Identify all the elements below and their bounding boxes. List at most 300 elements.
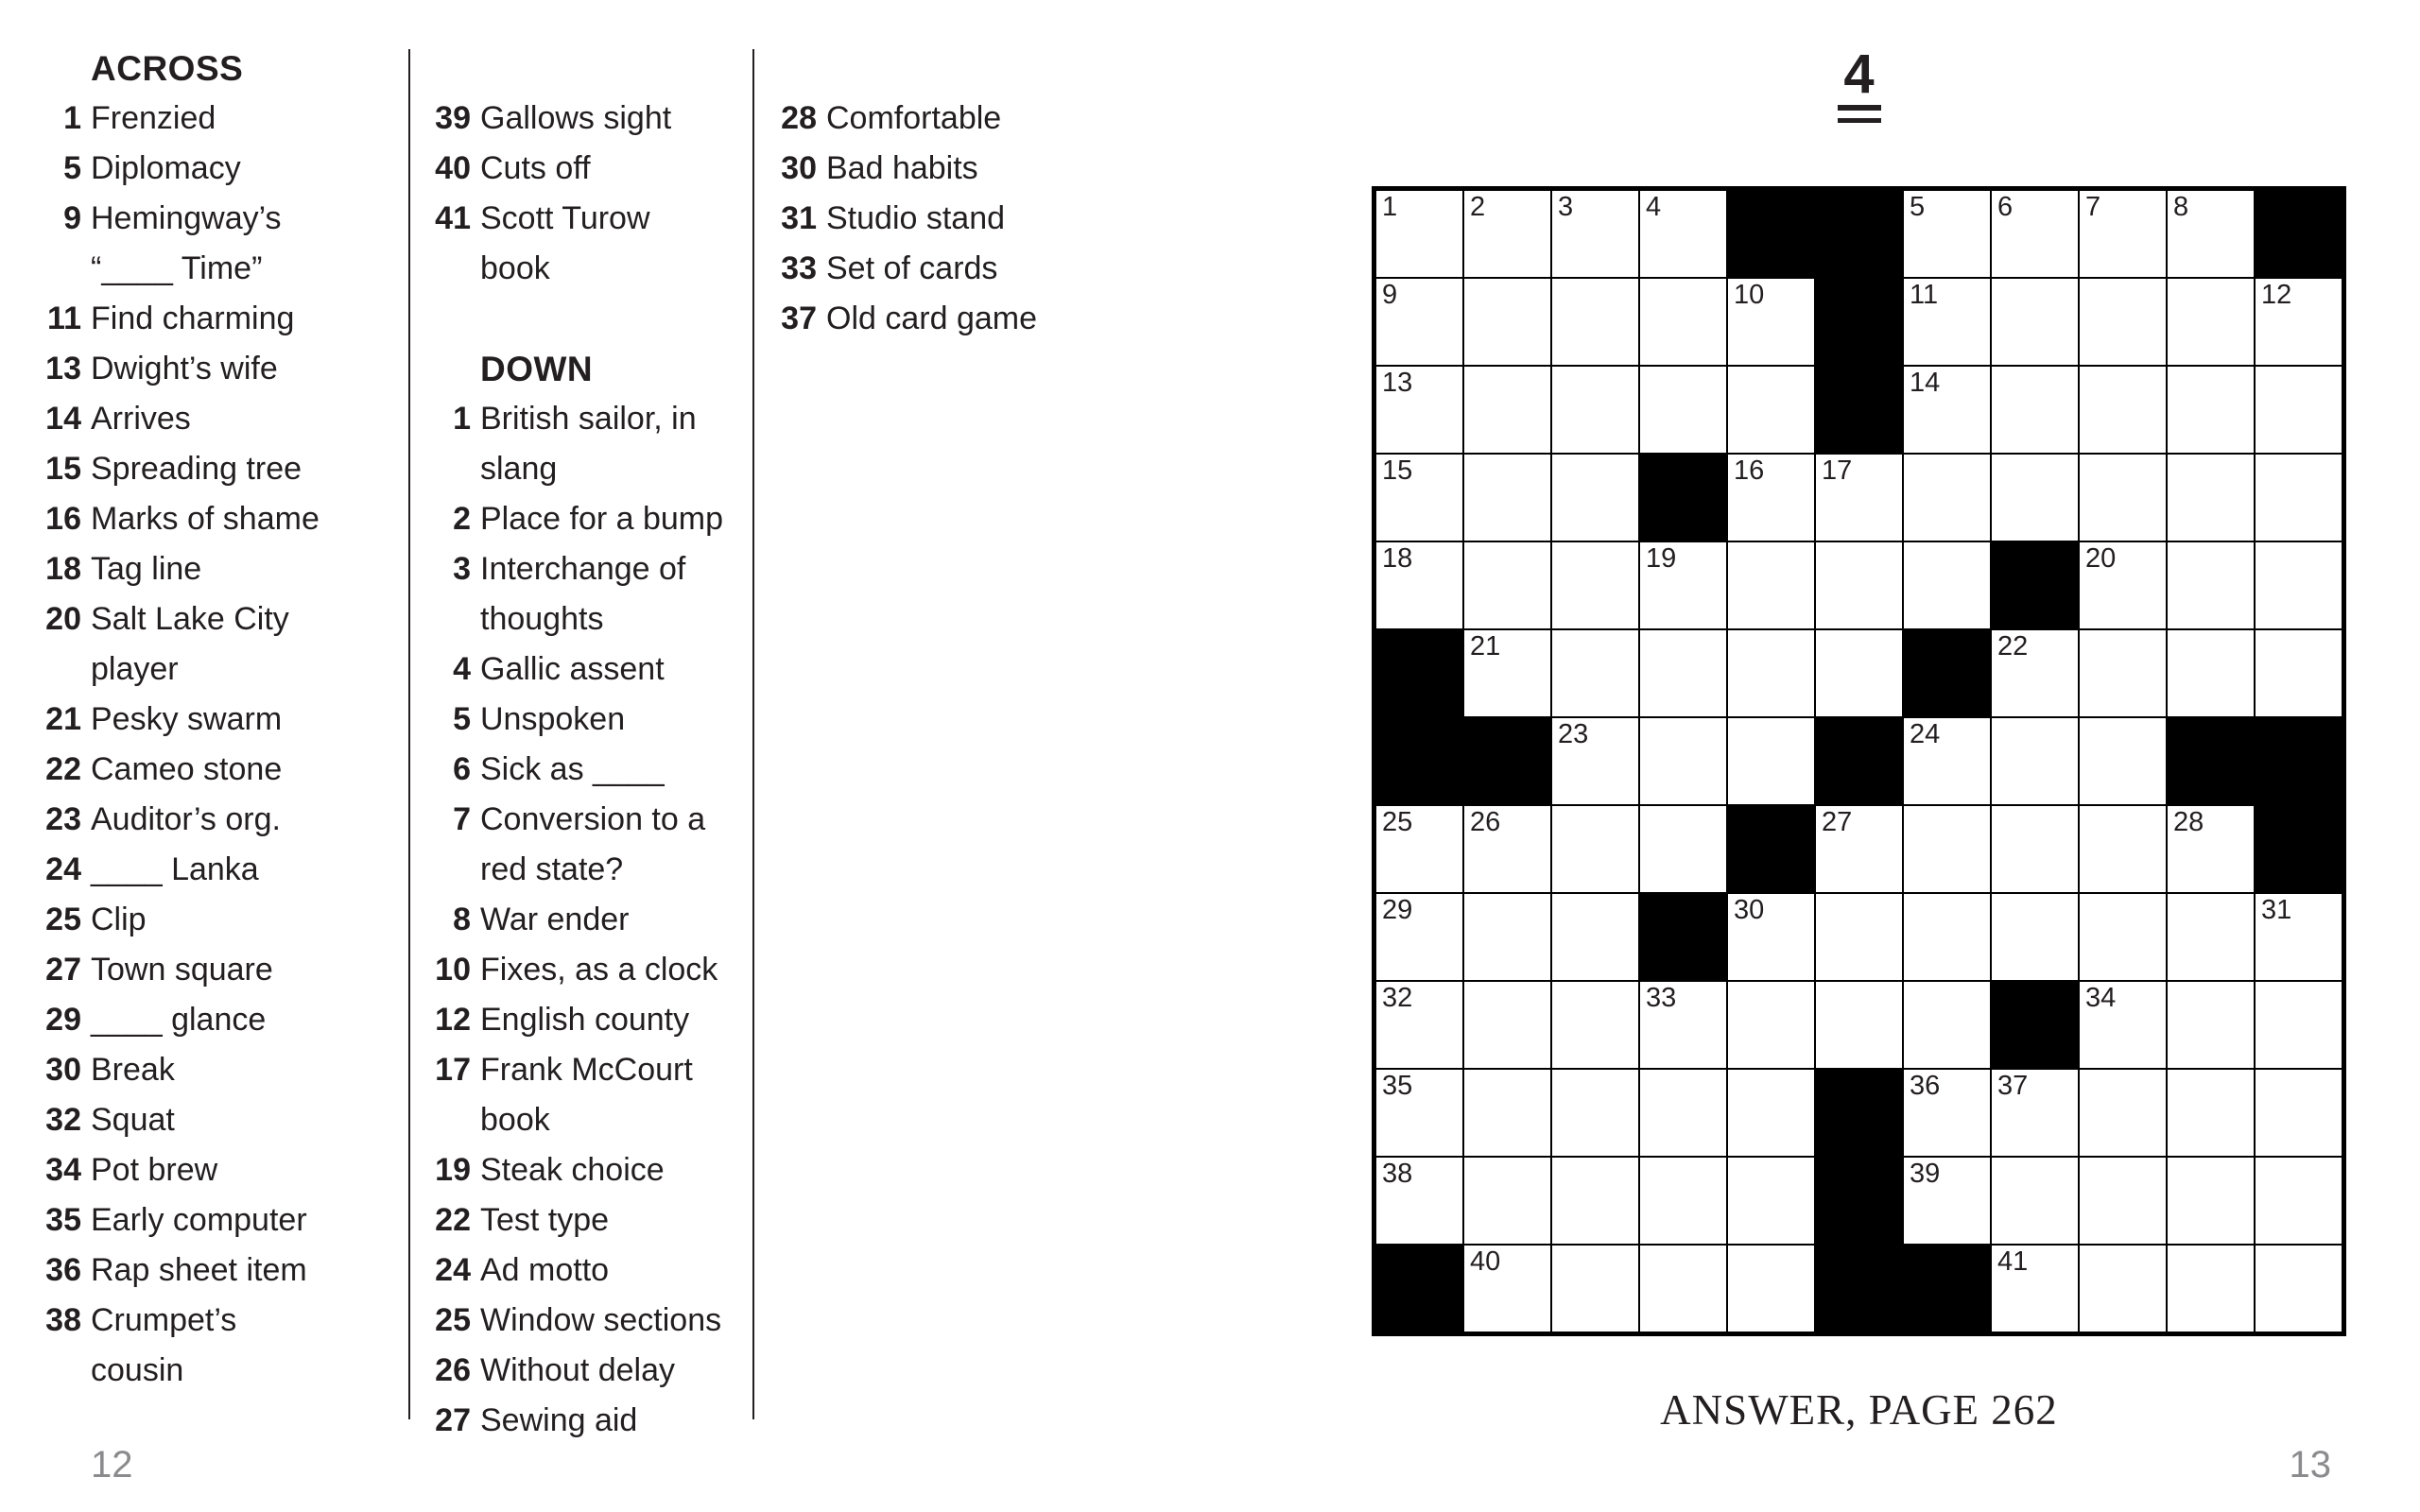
clue-text: Steak choice (480, 1152, 665, 1188)
cell-number: 2 (1470, 192, 1486, 222)
clue-text: Tag line (91, 551, 202, 587)
clue-number: 30 (45, 1052, 81, 1088)
clue-number: 14 (45, 401, 81, 437)
grid-cell-r8c1 (1376, 806, 1462, 892)
clue-text: Window sections (480, 1302, 722, 1338)
grid-cell-r8c2 (1464, 806, 1550, 892)
clue-text: Bad habits (826, 150, 978, 186)
grid-cell-r3c1 (1376, 367, 1462, 453)
grid-cell-r6c5 (1728, 630, 1814, 716)
black-square (1376, 718, 1462, 804)
clue-24 (43, 845, 320, 895)
grid-cell-r12c1 (1376, 1158, 1462, 1244)
clue-column-across (43, 43, 320, 1396)
clue-number: 5 (63, 150, 81, 186)
clue-number: 25 (45, 902, 81, 937)
grid-cell-r3c4 (1640, 367, 1726, 453)
clue-text: “____ Time” (91, 250, 263, 286)
clue-text: Studio stand (826, 200, 1006, 236)
grid-cell-r5c9 (2080, 542, 2166, 628)
clue-text: Set of cards (826, 250, 998, 286)
clue-number: 18 (45, 551, 81, 587)
grid-cell-r8c4 (1640, 806, 1726, 892)
grid-cell-r11c7 (1904, 1070, 1990, 1156)
clue-text: Sick as ____ (480, 751, 665, 787)
column-divider-2 (752, 49, 754, 1419)
clue-number: 9 (63, 200, 81, 236)
puzzle-number-underline (1838, 105, 1881, 123)
page-number-right: 13 (2289, 1444, 2331, 1486)
clue-text: Hemingway’s (91, 200, 282, 236)
across-header: ACROSS (91, 49, 244, 88)
clue-number: 35 (45, 1202, 81, 1238)
clue-38 (43, 1296, 320, 1396)
grid-cell-r10c7 (1904, 982, 1990, 1068)
grid-cell-r10c3 (1552, 982, 1638, 1068)
clue-22 (43, 745, 320, 795)
grid-cell-r1c10 (2168, 191, 2254, 277)
clue-5 (43, 144, 320, 194)
clue-text: British sailor, in (480, 401, 697, 437)
grid-cell-r12c7 (1904, 1158, 1990, 1244)
cell-number: 30 (1734, 895, 1765, 925)
grid-cell-r3c2 (1464, 367, 1550, 453)
clue-10 (425, 945, 723, 995)
grid-cell-r4c8 (1992, 455, 2078, 541)
cell-number: 17 (1822, 455, 1853, 486)
clue-35 (43, 1195, 320, 1246)
grid-cell-r2c4 (1640, 279, 1726, 365)
grid-cell-r8c9 (2080, 806, 2166, 892)
grid-cell-r5c10 (2168, 542, 2254, 628)
clue-21 (43, 695, 320, 745)
black-square (1816, 191, 1902, 277)
cell-number: 4 (1646, 192, 1662, 222)
clue-text: Marks of shame (91, 501, 320, 537)
clue-number: 21 (45, 701, 81, 737)
clue-number: 23 (45, 801, 81, 837)
clue-number: 17 (435, 1052, 471, 1088)
clue-text: red state? (480, 851, 624, 887)
clue-number: 22 (435, 1202, 471, 1238)
clue-22 (425, 1195, 723, 1246)
grid-cell-r4c9 (2080, 455, 2166, 541)
black-square (2256, 191, 2342, 277)
clue-text: Without delay (480, 1352, 675, 1388)
clue-number: 27 (435, 1402, 471, 1438)
clue-41 (425, 194, 723, 294)
grid-cell-r1c9 (2080, 191, 2166, 277)
clue-column-middle (425, 94, 723, 1446)
grid-cell-r1c2 (1464, 191, 1550, 277)
clue-number: 36 (45, 1252, 81, 1288)
cell-number: 19 (1646, 543, 1677, 574)
clue-text: player (91, 651, 179, 687)
cell-number: 14 (1910, 368, 1941, 398)
down-header: DOWN (480, 350, 594, 388)
grid-cell-r10c4 (1640, 982, 1726, 1068)
clue-11 (43, 294, 320, 344)
clue-32 (43, 1095, 320, 1145)
clue-19 (425, 1145, 723, 1195)
clue-5 (425, 695, 723, 745)
cell-number: 12 (2261, 280, 2292, 310)
clue-25 (43, 895, 320, 945)
clue-39 (425, 94, 723, 144)
clue-text: Comfortable (826, 100, 1002, 136)
grid-cell-r12c11 (2256, 1158, 2342, 1244)
clue-26 (425, 1346, 723, 1396)
grid-cell-r2c10 (2168, 279, 2254, 365)
clue-number: 27 (45, 952, 81, 988)
clue-number: 31 (781, 200, 817, 236)
grid-cell-r11c3 (1552, 1070, 1638, 1156)
grid-cell-r3c10 (2168, 367, 2254, 453)
clue-text: Ad motto (480, 1252, 610, 1288)
clue-23 (43, 795, 320, 845)
clue-3 (425, 544, 723, 644)
black-square (1816, 1158, 1902, 1244)
grid-cell-r13c9 (2080, 1246, 2166, 1332)
clue-number: 1 (63, 100, 81, 136)
cell-number: 15 (1382, 455, 1413, 486)
clue-text: Squat (91, 1102, 175, 1138)
grid-cell-r3c3 (1552, 367, 1638, 453)
black-square (1728, 191, 1814, 277)
clue-text: Gallic assent (480, 651, 665, 687)
clue-text: Scott Turow (480, 200, 650, 236)
cell-number: 6 (1997, 192, 2014, 222)
clue-number: 25 (435, 1302, 471, 1338)
grid-cell-r3c7 (1904, 367, 1990, 453)
clue-8 (425, 895, 723, 945)
clue-28 (771, 94, 1037, 144)
grid-cell-r1c8 (1992, 191, 2078, 277)
grid-cell-r11c8 (1992, 1070, 2078, 1156)
clue-1 (43, 94, 320, 144)
grid-cell-r10c11 (2256, 982, 2342, 1068)
clue-number: 12 (435, 1002, 471, 1038)
clue-text: cousin (91, 1352, 184, 1388)
black-square (1992, 542, 2078, 628)
clue-12 (425, 995, 723, 1045)
cell-number: 7 (2085, 192, 2101, 222)
cell-number: 36 (1910, 1071, 1941, 1101)
cell-number: 41 (1997, 1246, 2029, 1277)
clue-number: 34 (45, 1152, 81, 1188)
grid-cell-r3c5 (1728, 367, 1814, 453)
grid-cell-r13c10 (2168, 1246, 2254, 1332)
clue-18 (43, 544, 320, 594)
clue-17 (425, 1045, 723, 1145)
grid-cell-r7c8 (1992, 718, 2078, 804)
cell-number: 1 (1382, 192, 1398, 222)
grid-cell-r3c9 (2080, 367, 2166, 453)
grid-cell-r12c3 (1552, 1158, 1638, 1244)
grid-cell-r10c5 (1728, 982, 1814, 1068)
clue-text: ____ Lanka (91, 851, 259, 887)
clue-number: 39 (435, 100, 471, 136)
clue-30 (771, 144, 1037, 194)
grid-cell-r2c11 (2256, 279, 2342, 365)
grid-cell-r2c9 (2080, 279, 2166, 365)
clue-text: book (480, 1102, 550, 1138)
clue-text: Clip (91, 902, 147, 937)
clue-text: Sewing aid (480, 1402, 638, 1438)
black-square (1464, 718, 1550, 804)
clue-number: 26 (435, 1352, 471, 1388)
grid-cell-r2c5 (1728, 279, 1814, 365)
grid-cell-r10c6 (1816, 982, 1902, 1068)
grid-cell-r10c10 (2168, 982, 2254, 1068)
grid-cell-r2c8 (1992, 279, 2078, 365)
grid-cell-r9c11 (2256, 894, 2342, 980)
black-square (1816, 1246, 1902, 1332)
grid-cell-r12c8 (1992, 1158, 2078, 1244)
clue-text: Rap sheet item (91, 1252, 307, 1288)
clue-number: 3 (453, 551, 471, 587)
clue-number: 16 (45, 501, 81, 537)
clue-text: War ender (480, 902, 630, 937)
clue-number: 7 (453, 801, 471, 837)
grid-cell-r5c7 (1904, 542, 1990, 628)
grid-cell-r5c4 (1640, 542, 1726, 628)
clue-9 (43, 194, 320, 294)
grid-cell-r7c7 (1904, 718, 1990, 804)
grid-cell-r4c7 (1904, 455, 1990, 541)
grid-cell-r9c3 (1552, 894, 1638, 980)
clue-text: Old card game (826, 301, 1037, 336)
clue-number: 10 (435, 952, 471, 988)
clue-number: 28 (781, 100, 817, 136)
black-square (1376, 630, 1462, 716)
clue-text: Town square (91, 952, 273, 988)
grid-cell-r6c9 (2080, 630, 2166, 716)
grid-cell-r7c4 (1640, 718, 1726, 804)
clue-7 (425, 795, 723, 895)
grid-cell-r11c11 (2256, 1070, 2342, 1156)
clue-text: Fixes, as a clock (480, 952, 718, 988)
clue-text: Dwight’s wife (91, 351, 278, 387)
clue-text: Cameo stone (91, 751, 283, 787)
grid-cell-r8c10 (2168, 806, 2254, 892)
cell-number: 22 (1997, 631, 2029, 662)
grid-cell-r13c3 (1552, 1246, 1638, 1332)
grid-cell-r12c5 (1728, 1158, 1814, 1244)
cell-number: 24 (1910, 719, 1941, 749)
clue-number: 13 (45, 351, 81, 387)
cell-number: 13 (1382, 368, 1413, 398)
grid-cell-r6c11 (2256, 630, 2342, 716)
clue-27 (43, 945, 320, 995)
black-square (1816, 279, 1902, 365)
grid-cell-r11c5 (1728, 1070, 1814, 1156)
clue-text: Conversion to a (480, 801, 706, 837)
clue-2 (425, 494, 723, 544)
black-square (1904, 1246, 1990, 1332)
clue-number: 24 (435, 1252, 471, 1288)
clue-column-right (771, 94, 1037, 344)
grid-cell-r8c3 (1552, 806, 1638, 892)
black-square (1904, 630, 1990, 716)
clue-text: Pesky swarm (91, 701, 283, 737)
clue-37 (771, 294, 1037, 344)
clue-27 (425, 1396, 723, 1446)
grid-cell-r8c6 (1816, 806, 1902, 892)
clue-text: Salt Lake City (91, 601, 289, 637)
cell-number: 20 (2085, 543, 2117, 574)
clue-36 (43, 1246, 320, 1296)
clue-number: 19 (435, 1152, 471, 1188)
black-square (1728, 806, 1814, 892)
grid-cell-r9c6 (1816, 894, 1902, 980)
black-square (2256, 718, 2342, 804)
grid-cell-r3c8 (1992, 367, 2078, 453)
clue-14 (43, 394, 320, 444)
clue-4 (425, 644, 723, 695)
cell-number: 8 (2173, 192, 2189, 222)
clue-text: Place for a bump (480, 501, 724, 537)
clue-33 (771, 244, 1037, 294)
grid-cell-r12c2 (1464, 1158, 1550, 1244)
clue-text: thoughts (480, 601, 604, 637)
cell-number: 21 (1470, 631, 1501, 662)
grid-cell-r13c8 (1992, 1246, 2078, 1332)
grid-cell-r11c2 (1464, 1070, 1550, 1156)
grid-cell-r7c5 (1728, 718, 1814, 804)
black-square (1816, 718, 1902, 804)
grid-cell-r4c6 (1816, 455, 1902, 541)
clue-number: 38 (45, 1302, 81, 1338)
clue-6 (425, 745, 723, 795)
grid-cell-r12c9 (2080, 1158, 2166, 1244)
clue-31 (771, 194, 1037, 244)
grid-cell-r11c4 (1640, 1070, 1726, 1156)
clue-number: 6 (453, 751, 471, 787)
grid-cell-r8c8 (1992, 806, 2078, 892)
clue-text: Pot brew (91, 1152, 218, 1188)
clue-30 (43, 1045, 320, 1095)
cell-number: 32 (1382, 983, 1413, 1013)
grid-cell-r9c10 (2168, 894, 2254, 980)
cell-number: 5 (1910, 192, 1926, 222)
cell-number: 29 (1382, 895, 1413, 925)
grid-cell-r6c10 (2168, 630, 2254, 716)
cell-number: 16 (1734, 455, 1765, 486)
clue-text: ____ glance (91, 1002, 267, 1038)
cell-number: 33 (1646, 983, 1677, 1013)
clue-number: 32 (45, 1102, 81, 1138)
cell-number: 25 (1382, 807, 1413, 837)
grid-cell-r1c7 (1904, 191, 1990, 277)
clue-13 (43, 344, 320, 394)
column-divider-1 (408, 49, 410, 1419)
grid-cell-r4c11 (2256, 455, 2342, 541)
grid-cell-r4c2 (1464, 455, 1550, 541)
grid-cell-r5c3 (1552, 542, 1638, 628)
grid-cell-r7c9 (2080, 718, 2166, 804)
clue-number: 22 (45, 751, 81, 787)
grid-cell-r2c3 (1552, 279, 1638, 365)
clue-text: Arrives (91, 401, 191, 437)
grid-cell-r4c3 (1552, 455, 1638, 541)
black-square (1816, 367, 1902, 453)
black-square (2256, 806, 2342, 892)
clue-29 (43, 995, 320, 1045)
clue-text: book (480, 250, 550, 286)
grid-cell-r13c5 (1728, 1246, 1814, 1332)
puzzle-heading (1372, 43, 2346, 123)
grid-cell-r4c1 (1376, 455, 1462, 541)
clue-25 (425, 1296, 723, 1346)
grid-cell-r10c1 (1376, 982, 1462, 1068)
clue-16 (43, 494, 320, 544)
clue-text: Frenzied (91, 100, 216, 136)
clue-text: English county (480, 1002, 690, 1038)
grid-cell-r11c10 (2168, 1070, 2254, 1156)
clue-number: 8 (453, 902, 471, 937)
clue-40 (425, 144, 723, 194)
cell-number: 35 (1382, 1071, 1413, 1101)
grid-cell-r5c2 (1464, 542, 1550, 628)
cell-number: 18 (1382, 543, 1413, 574)
clue-text: Frank McCourt (480, 1052, 693, 1088)
clue-text: Diplomacy (91, 150, 241, 186)
cell-number: 26 (1470, 807, 1501, 837)
clue-number: 15 (45, 451, 81, 487)
clue-number: 41 (435, 200, 471, 236)
clue-text: Interchange of (480, 551, 686, 587)
clue-number: 4 (453, 651, 471, 687)
grid-cell-r1c4 (1640, 191, 1726, 277)
grid-cell-r4c10 (2168, 455, 2254, 541)
clue-24 (425, 1246, 723, 1296)
black-square (1640, 455, 1726, 541)
grid-cell-r5c1 (1376, 542, 1462, 628)
clue-number: 40 (435, 150, 471, 186)
grid-cell-r9c1 (1376, 894, 1462, 980)
grid-cell-r9c8 (1992, 894, 2078, 980)
grid-cell-r7c3 (1552, 718, 1638, 804)
answer-note: ANSWER, PAGE 262 (1660, 1386, 2058, 1434)
clue-text: Auditor’s org. (91, 801, 281, 837)
grid-cell-r6c3 (1552, 630, 1638, 716)
grid-cell-r2c2 (1464, 279, 1550, 365)
clue-text: Crumpet’s (91, 1302, 237, 1338)
grid-cell-r6c2 (1464, 630, 1550, 716)
page-number-left: 12 (91, 1444, 133, 1486)
cell-number: 27 (1822, 807, 1853, 837)
clue-number: 33 (781, 250, 817, 286)
clue-number: 2 (453, 501, 471, 537)
crossword-grid (1372, 186, 2346, 1336)
grid-cell-r9c7 (1904, 894, 1990, 980)
clue-number: 30 (781, 150, 817, 186)
grid-cell-r9c5 (1728, 894, 1814, 980)
clue-number: 29 (45, 1002, 81, 1038)
cell-number: 31 (2261, 895, 2292, 925)
grid-cell-r12c10 (2168, 1158, 2254, 1244)
grid-cell-r5c5 (1728, 542, 1814, 628)
clue-text: Unspoken (480, 701, 626, 737)
grid-cell-r8c7 (1904, 806, 1990, 892)
cell-number: 34 (2085, 983, 2117, 1013)
grid-cell-r5c6 (1816, 542, 1902, 628)
cell-number: 11 (1910, 280, 1939, 310)
clue-number: 5 (453, 701, 471, 737)
grid-cell-r9c9 (2080, 894, 2166, 980)
cell-number: 10 (1734, 280, 1765, 310)
